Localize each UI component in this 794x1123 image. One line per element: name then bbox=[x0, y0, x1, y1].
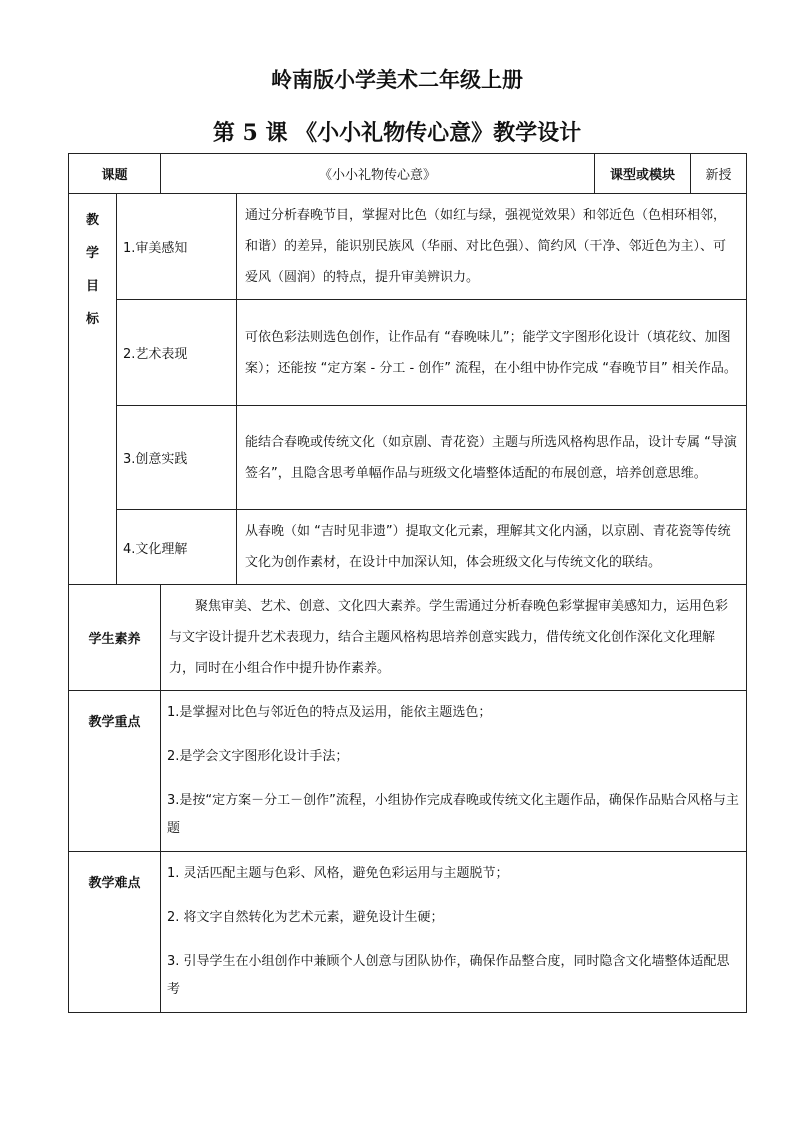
objective-text: 通过分析春晚节目，掌握对比色（如红与绿，强视觉效果）和邻近色（色相环相邻，和谐）的差异，能识别民族风（华丽、对比色强）、简约风（干净、邻近色为主）、可爱风（圆润）的特点，提升审美辨识力。 bbox=[237, 194, 747, 300]
objectives-label-char: 学 bbox=[85, 246, 99, 261]
topic-value: 《小小礼物传心意》 bbox=[161, 154, 595, 194]
list-item: 1. 灵活匹配主题与色彩、风格，避免色彩运用与主题脱节； bbox=[167, 866, 509, 881]
literacy-text: 聚焦审美、艺术、创意、文化四大素养。学生需通过分析春晚色彩掌握审美感知力，运用色彩与文字设计提升艺术表现力，结合主题风格构思培养创意实践力，借传统文化创作深化文化理解力，同时在小组合作中提升协作素养。 bbox=[161, 585, 747, 691]
list-item: 3. 引导学生在小组创作中兼顾个人创意与团队协作，确保作品整合度，同时隐含文化墙整体适配思考 bbox=[167, 954, 730, 997]
literacy-label: 学生素养 bbox=[69, 585, 161, 691]
type-label: 课型或模块 bbox=[595, 154, 691, 194]
objective-row bbox=[69, 194, 747, 300]
list-item: 2. 将文字自然转化为艺术元素，避免设计生硬； bbox=[167, 910, 444, 925]
objective-text: 可依色彩法则选色创作，让作品有 “春晚味儿”；能学文字图形化设计（填花纹、加图案）；还能按 “定方案 - 分工 - 创作” 流程，在小组中协作完成 “春晚节目” 相关作品。 bbox=[237, 300, 747, 406]
objectives-label bbox=[69, 194, 117, 585]
key-points-row bbox=[69, 691, 747, 852]
objective-name: 4.文化理解 bbox=[117, 510, 237, 585]
difficulties-label: 教学难点 bbox=[69, 852, 161, 1013]
lesson-title: 第 5 课 《小小礼物传心意》教学设计 bbox=[212, 120, 582, 146]
document-title: 岭南版小学美术二年级上册 bbox=[271, 67, 523, 92]
objective-name: 3.创意实践 bbox=[117, 406, 237, 510]
key-points-label: 教学重点 bbox=[69, 691, 161, 852]
objective-row bbox=[69, 300, 747, 406]
objectives-label-char: 标 bbox=[85, 312, 99, 327]
objectives-label-char: 教 bbox=[85, 213, 99, 228]
objective-row bbox=[69, 406, 747, 510]
difficulties-list bbox=[161, 852, 747, 1013]
list-item: 1.是掌握对比色与邻近色的特点及运用，能依主题选色； bbox=[167, 705, 492, 720]
header-row bbox=[69, 154, 747, 194]
difficulties-row bbox=[69, 852, 747, 1013]
objective-text: 从春晚（如 “吉时见非遗”）提取文化元素，理解其文化内涵，以京剧、青花瓷等传统文化为创作素材，在设计中加深认知，体会班级文化与传统文化的联结。 bbox=[237, 510, 747, 585]
literacy-row bbox=[69, 585, 747, 691]
objective-name: 2.艺术表现 bbox=[117, 300, 237, 406]
objective-name: 1.审美感知 bbox=[117, 194, 237, 300]
key-points-list bbox=[161, 691, 747, 852]
list-item: 3.是按“定方案－分工－创作”流程，小组协作完成春晚或传统文化主题作品，确保作品贴合风格与主题 bbox=[167, 793, 739, 836]
lesson-plan-table bbox=[68, 153, 747, 1013]
objective-row bbox=[69, 510, 747, 585]
type-value: 新授 bbox=[691, 154, 747, 194]
objective-text: 能结合春晚或传统文化（如京剧、青花瓷）主题与所选风格构思作品，设计专属 “导演签名”，且隐含思考单幅作品与班级文化墙整体适配的布展创意，培养创意思维。 bbox=[237, 406, 747, 510]
list-item: 2.是学会文字图形化设计手法； bbox=[167, 749, 349, 764]
topic-label: 课题 bbox=[69, 154, 161, 194]
objectives-label-char: 目 bbox=[85, 279, 99, 294]
